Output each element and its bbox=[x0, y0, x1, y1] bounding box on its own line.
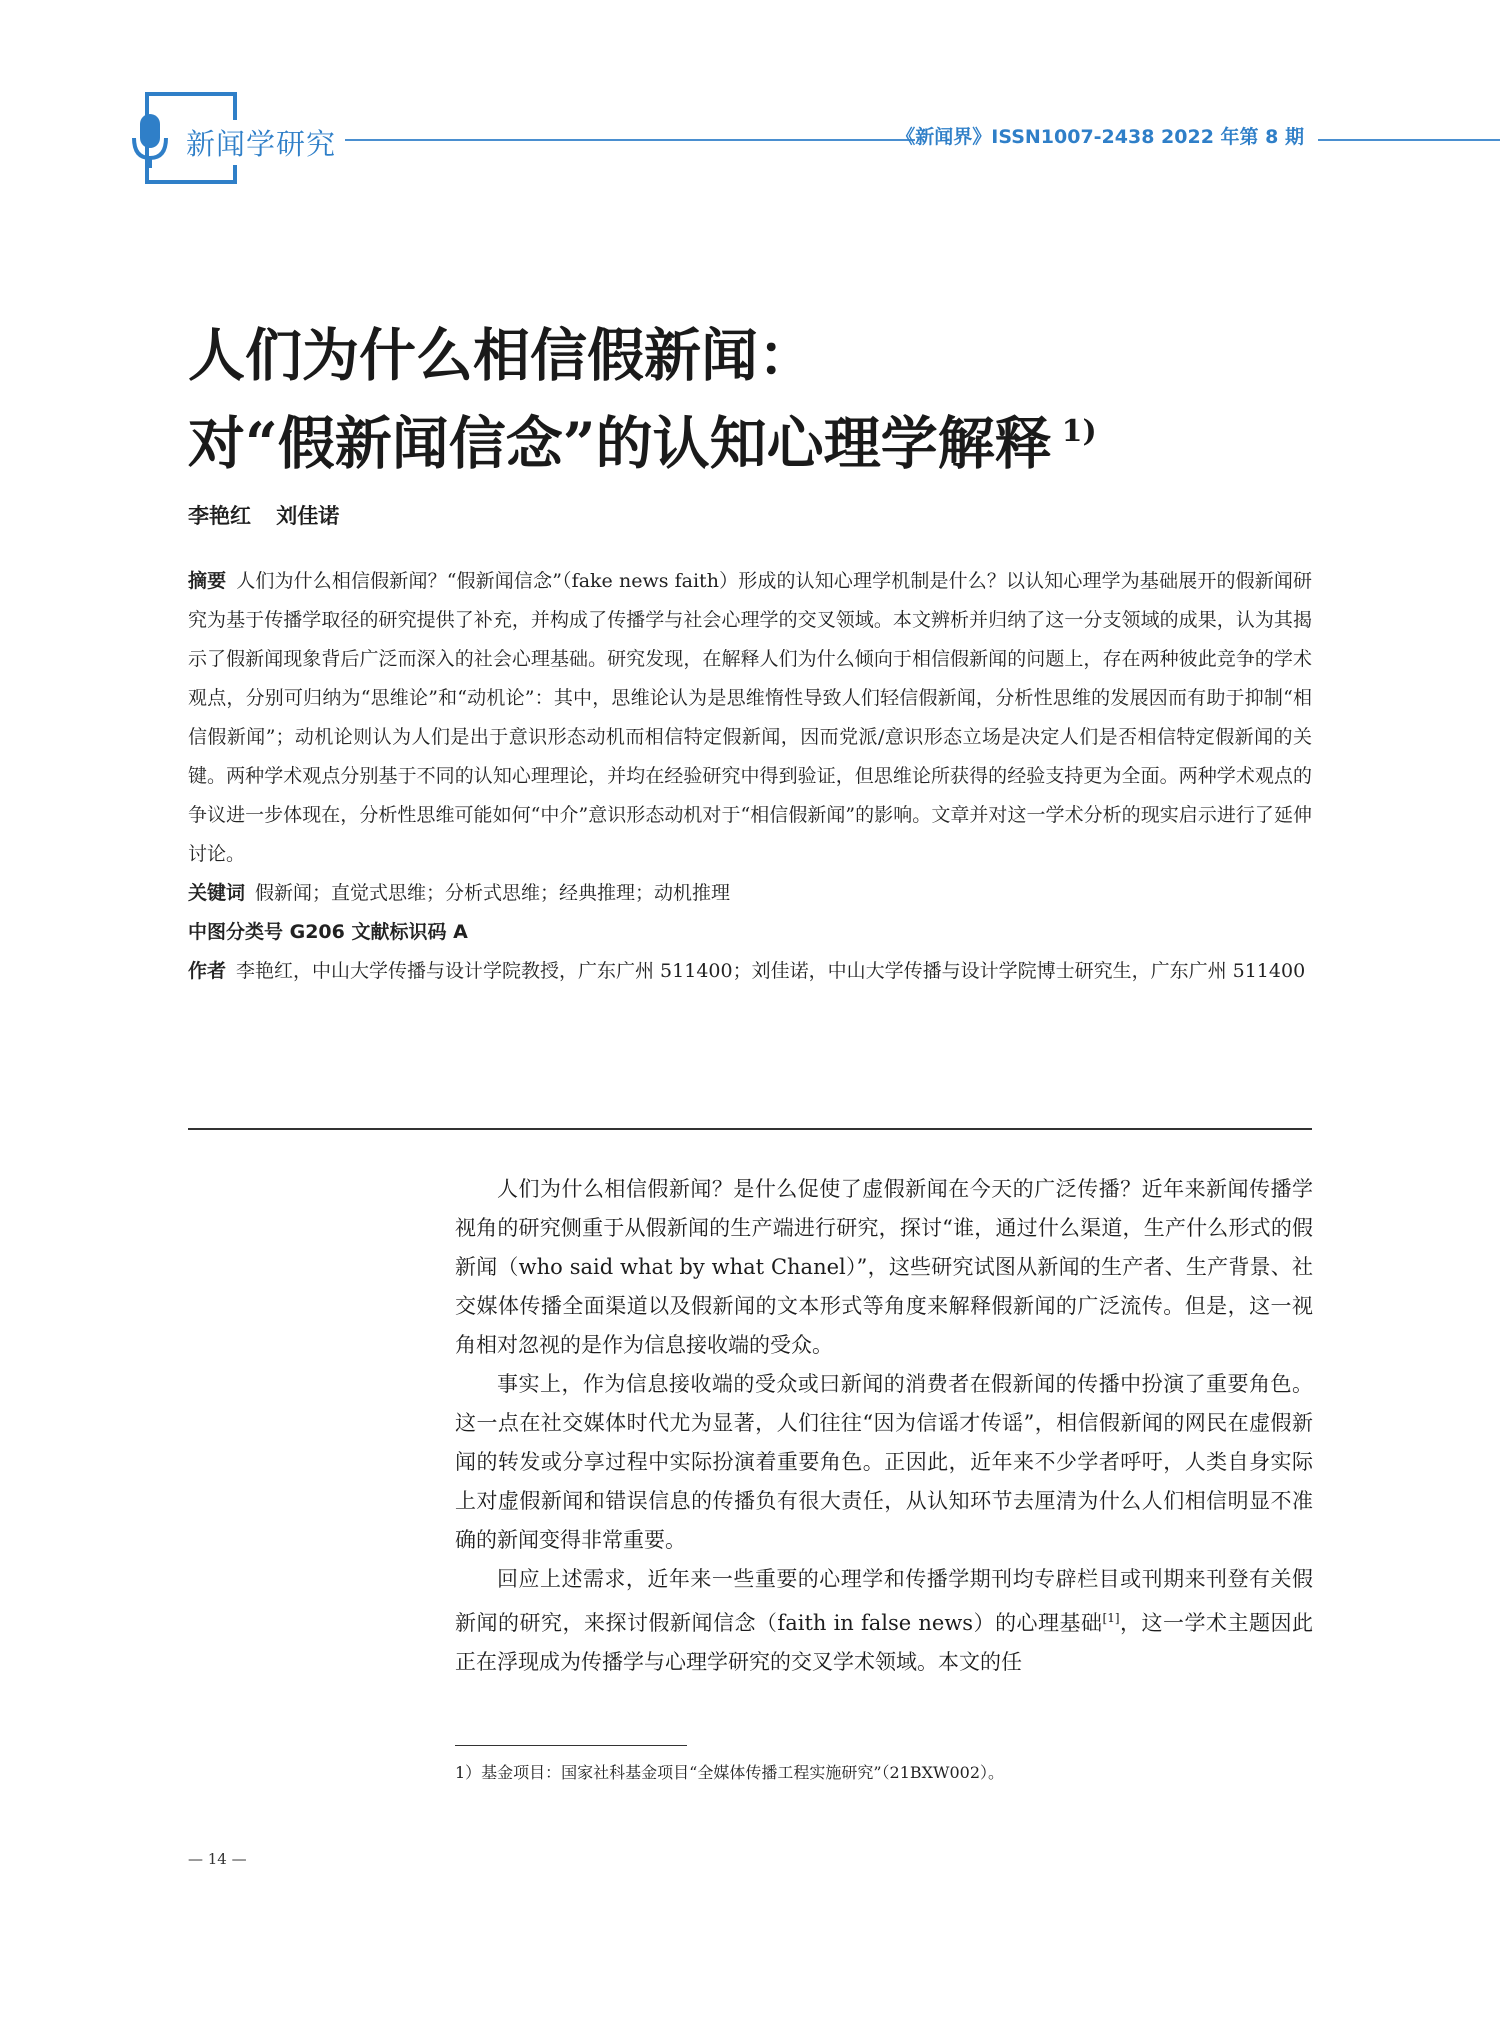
body-text bbox=[455, 1170, 1313, 1682]
body-paragraph-3-end: ，这一学术主题因此正在浮现成为传播学与心理学研究的交叉学术领域。本文的任 bbox=[455, 1611, 1314, 1674]
authors: 李艳红 刘佳诺 bbox=[188, 504, 340, 528]
section-divider bbox=[188, 1128, 1312, 1130]
footnote-rule bbox=[455, 1745, 687, 1746]
author-info-label: 作者 bbox=[188, 960, 227, 982]
header-rule-left bbox=[345, 139, 915, 141]
footnote: 1）基金项目：国家社科基金项目“全媒体传播工程实施研究”（21BXW002）。 bbox=[455, 1763, 1005, 1782]
classification: 中图分类号 G206 文献标识码 A bbox=[188, 921, 468, 943]
header-rule-right bbox=[1318, 139, 1500, 141]
title-line-1: 人们为什么相信假新闻： bbox=[188, 322, 815, 389]
keywords bbox=[188, 874, 1312, 913]
body-paragraph-3-text: 回应上述需求，近年来一些重要的心理学和传播学期刊均专辟栏目或刊期来刊登有关假新闻的研究，来探讨假新闻信念（faith in false news）的心理基础 bbox=[455, 1567, 1313, 1635]
title-line-2: 对“假新闻信念”的认知心理学解释 bbox=[188, 410, 1052, 477]
author-info bbox=[188, 952, 1312, 991]
microphone-icon bbox=[130, 112, 170, 172]
abstract-text: 人们为什么相信假新闻？“假新闻信念”（fake news faith）形成的认知心理学机制是什么？以认知心理学为基础展开的假新闻研究为基于传播学取径的研究提供了补充，并构成了传播学与社会心理学的交叉领域。本文辨析并归纳了这一分支领域的成果，认为其揭示了假新闻现象背后广泛而深入的社会心理基础。研究发现，在解释人们为什么倾向于相信假新闻的问题上，存在两种彼此竞争的学术观点，分别可归纳为“思维论”和“动机论”：其中，思维论认为是思维惰性导致人们轻信假新闻，分析性思维的发展因而有助于抑制“相信假新闻”；动机论则认为人们是出于意识形态动机而相信特定假新闻，因而党派/意识形态立场是决定人们是否相信特定假新闻的关键。两种学术观点分别基于不同的认知心理理论，并均在经验研究中得到验证，但思维论所获得的经验支持更为全面。两种学术观点的争议进一步体现在，分析性思维可能如何“中介”意识形态动机对于“相信假新闻”的影响。文章并对这一学术分析的现实启示进行了延伸讨论。 bbox=[188, 570, 1312, 865]
keywords-text: 假新闻；直觉式思维；分析式思维；经典推理；动机推理 bbox=[255, 882, 731, 904]
keywords-label: 关键词 bbox=[188, 882, 246, 904]
abstract-label: 摘要 bbox=[188, 570, 227, 592]
body-paragraph-3 bbox=[455, 1560, 1313, 1682]
title-footnote-mark: 1) bbox=[1061, 414, 1097, 449]
journal-info: 《新闻界》ISSN1007-2438 2022 年第 8 期 bbox=[896, 126, 1304, 148]
article-title bbox=[188, 318, 1338, 482]
page-number: — 14 — bbox=[188, 1850, 247, 1868]
body-paragraph-1: 人们为什么相信假新闻？是什么促使了虚假新闻在今天的广泛传播？近年来新闻传播学视角的研究侧重于从假新闻的生产端进行研究，探讨“谁，通过什么渠道，生产什么形式的假新闻（who said what by what Chanel）”，这些研究试图从新闻的生产者、生产背景、社交媒体传播全面渠道以及假新闻的文本形式等角度来解释假新闻的广泛流传。但是，这一视角相对忽视的是作为信息接收端的受众。 bbox=[455, 1177, 1313, 1357]
section-name: 新闻学研究 bbox=[180, 120, 342, 165]
abstract-block bbox=[188, 562, 1312, 991]
citation-1: [1] bbox=[1102, 1611, 1120, 1625]
body-paragraph-2: 事实上，作为信息接收端的受众或曰新闻的消费者在假新闻的传播中扮演了重要角色。这一点在社交媒体时代尤为显著，人们往往“因为信谣才传谣”，相信假新闻的网民在虚假新闻的转发或分享过程中实际扮演着重要角色。正因此，近年来不少学者呼吁，人类自身实际上对虚假新闻和错误信息的传播负有很大责任，从认知环节去厘清为什么人们相信明显不准确的新闻变得非常重要。 bbox=[455, 1372, 1313, 1552]
author-info-text: 李艳红，中山大学传播与设计学院教授，广东广州 511400；刘佳诺，中山大学传播与设计学院博士研究生，广东广州 511400 bbox=[236, 960, 1306, 982]
abstract bbox=[188, 562, 1312, 874]
